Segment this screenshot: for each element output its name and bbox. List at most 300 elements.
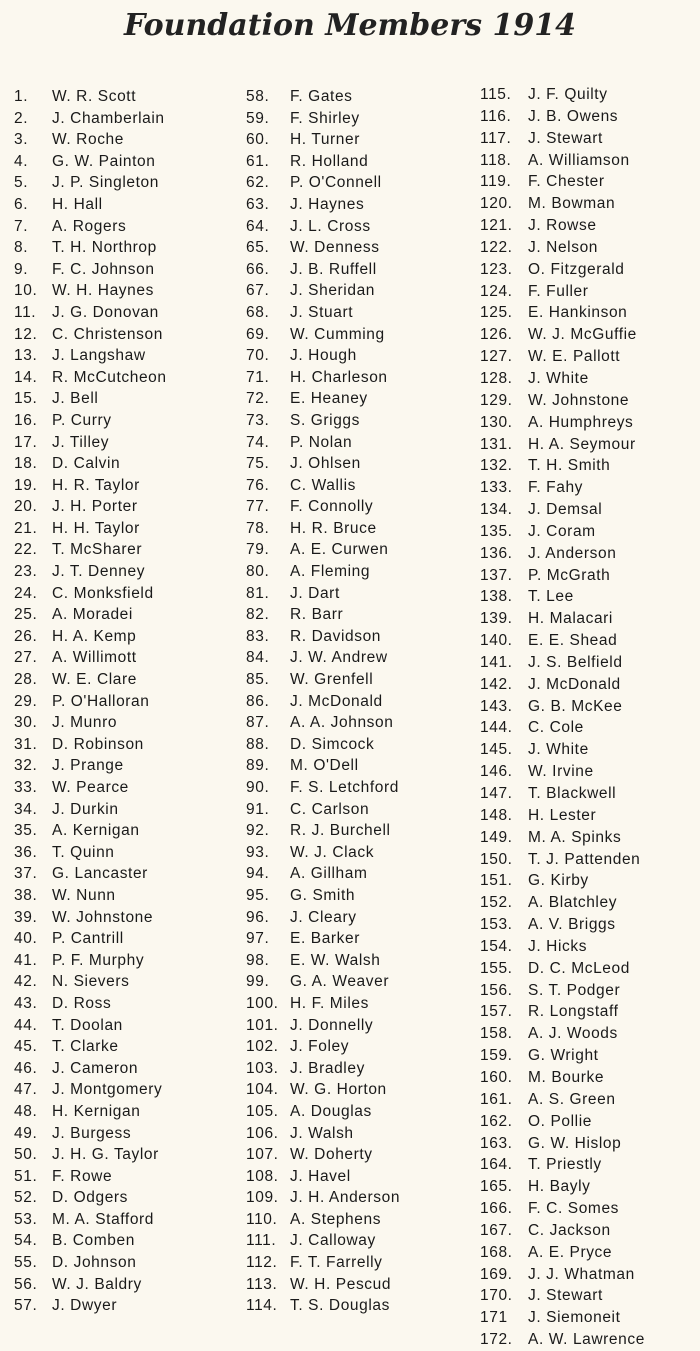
member-name: H. Charleson [290,368,388,386]
member-name: R. McCutcheon [52,368,167,386]
member-number: 109. [246,1189,279,1207]
member-entry [14,237,244,259]
member-number: 167. [480,1221,513,1239]
member-name: F. Fuller [528,282,589,300]
member-entry [246,1015,482,1037]
member-entry [14,1252,244,1274]
member-entry [14,669,244,691]
member-entry [480,608,698,630]
member-entry [480,1307,698,1329]
member-entry [246,885,482,907]
member-number: 113. [246,1275,278,1293]
member-entry [480,434,698,456]
member-entry [246,259,482,281]
member-name: J. Coram [528,522,596,540]
member-number: 37. [14,865,38,883]
member-entry [480,1285,698,1307]
member-name: J. P. Singleton [52,174,159,192]
member-entry [246,1166,482,1188]
member-number: 28. [14,671,38,689]
member-number: 54. [14,1232,38,1250]
member-number: 92. [246,822,270,840]
member-entry [14,151,244,173]
member-name: E. W. Walsh [290,951,381,969]
member-entry [480,324,698,346]
member-name: J. Stuart [290,303,354,321]
member-entry [14,1101,244,1123]
member-number: 132. [480,457,513,475]
member-entry [480,150,698,172]
member-number: 147. [480,785,513,802]
member-name: T. H. Smith [528,457,611,475]
member-name: J. Nelson [528,238,599,256]
member-entry [246,1079,482,1101]
member-name: J. Durkin [52,800,119,818]
member-number: 44. [14,1016,38,1034]
member-name: H. A. Kemp [52,627,137,645]
member-entry [480,870,698,892]
member-entry [246,1209,482,1231]
member-name: T. Blackwell [528,785,617,802]
member-name: G. Kirby [528,872,589,890]
member-name: A. Rogers [52,217,127,235]
member-number: 22. [14,541,38,559]
member-number: 136. [480,544,513,562]
member-number: 97. [246,930,270,948]
member-name: J. Stewart [528,1287,603,1305]
member-number: 4. [14,152,29,170]
member-number: 139. [480,610,513,628]
member-name: T. Doolan [52,1016,123,1034]
member-name: H. Kernigan [52,1102,141,1120]
member-name: R. Davidson [290,627,382,645]
member-entry [14,1015,244,1037]
member-number: 172. [480,1331,513,1349]
member-name: T. Quinn [52,843,115,861]
member-number: 51. [14,1167,38,1185]
member-name: M. O'Dell [290,757,359,775]
member-number: 38. [14,886,38,904]
member-number: 6. [14,195,29,213]
member-entry [14,453,244,475]
member-name: H. F. Miles [290,994,369,1012]
member-name: J. Sheridan [290,282,376,300]
member-number: 61. [246,152,270,170]
member-entry [246,863,482,885]
member-name: C. Monksfield [52,584,154,602]
member-entry [480,128,698,150]
member-number: 150. [480,850,513,868]
member-entry [14,280,244,302]
member-name: N. Sievers [52,973,130,991]
member-entry [14,604,244,626]
member-number: 162. [480,1112,513,1130]
member-entry [246,237,482,259]
member-name: W. H. Pescud [290,1275,392,1293]
member-name: A. Willimott [52,649,137,667]
member-name: A. E. Curwen [290,541,389,559]
member-number: 133. [480,479,513,497]
member-name: J. Hicks [528,937,588,955]
member-entry [14,1230,244,1252]
member-name: E. Barker [290,930,361,948]
member-name: P. Cantrill [52,930,124,948]
member-number: 148. [480,806,513,824]
member-name: A. Stephens [290,1210,382,1228]
member-name: J. Tilley [52,433,110,451]
member-entry [480,1264,698,1286]
member-number: 123. [480,260,513,278]
member-number: 24. [14,584,38,602]
member-entry [14,928,244,950]
member-name: J. Havel [290,1167,351,1185]
member-name: A. S. Green [528,1090,616,1108]
member-number: 165. [480,1178,513,1196]
member-column-1 [14,86,244,1317]
member-name: J. Foley [290,1038,350,1056]
member-entry [480,215,698,237]
member-entry [480,827,698,849]
member-entry [14,885,244,907]
member-name: B. Comben [52,1232,135,1250]
member-name: P. Curry [52,411,112,429]
member-number: 20. [14,498,38,516]
member-name: S. T. Podger [528,981,621,999]
member-name: E. Hankinson [528,304,628,322]
member-entry [480,1133,698,1155]
member-entry [246,410,482,432]
member-entry [480,980,698,1002]
member-name: J. Ohlsen [290,455,361,473]
member-name: W. Denness [290,239,380,257]
member-number: 128. [480,369,513,387]
member-entry [480,84,698,106]
member-name: O. Fitzgerald [528,260,625,278]
member-number: 72. [246,390,270,408]
member-number: 93. [246,843,270,861]
member-number: 40. [14,930,38,948]
member-entry [480,1111,698,1133]
member-number: 135. [480,522,513,540]
member-number: 29. [14,692,38,710]
member-number: 66. [246,260,270,278]
member-number: 138. [480,588,513,606]
member-entry [14,647,244,669]
member-number: 57. [14,1297,38,1315]
member-number: 31. [14,735,38,753]
member-entry [480,477,698,499]
member-number: 55. [14,1254,38,1272]
member-number: 96. [246,908,270,926]
member-number: 83. [246,627,270,645]
member-entry [480,543,698,565]
member-entry [480,914,698,936]
member-entry [246,647,482,669]
member-entry [14,799,244,821]
member-name: G. Lancaster [52,865,148,883]
member-number: 45. [14,1038,38,1056]
member-name: G. Smith [290,886,356,904]
member-name: A. Fleming [290,563,371,581]
member-number: 18. [14,455,38,473]
member-name: J. Dart [290,584,340,602]
member-entry [246,172,482,194]
member-name: J. Bell [52,390,99,408]
member-entry [480,346,698,368]
member-number: 58. [246,88,270,105]
member-entry [14,518,244,540]
member-number: 88. [246,735,270,753]
member-entry [14,388,244,410]
member-entry [246,1144,482,1166]
member-entry [246,1295,482,1317]
member-number: 134. [480,501,513,519]
member-number: 126. [480,326,513,344]
member-entry [246,755,482,777]
member-entry [480,761,698,783]
member-name: G. W. Hislop [528,1134,622,1152]
member-entry [480,1067,698,1089]
member-name: W. Doherty [290,1146,373,1164]
member-entry [480,783,698,805]
member-number: 75. [246,455,270,473]
member-name: D. Simcock [290,735,375,753]
member-name: D. Johnson [52,1254,137,1272]
member-number: 79. [246,541,270,559]
member-name: H. Hall [52,195,103,213]
member-entry [246,86,482,108]
member-name: W. Grenfell [290,671,374,689]
member-number: 114. [246,1297,278,1315]
member-number: 107. [246,1146,279,1164]
member-number: 140. [480,632,513,650]
member-entry [480,849,698,871]
member-name: P. McGrath [528,566,611,584]
member-name: H. R. Bruce [290,519,377,537]
member-entry [246,1123,482,1145]
member-name: A. Williamson [528,151,630,169]
member-number: 49. [14,1124,38,1142]
member-name: H. A. Seymour [528,435,636,453]
member-name: A. E. Pryce [528,1243,613,1261]
member-number: 67. [246,282,270,300]
member-entry [246,1058,482,1080]
member-number: 56. [14,1275,38,1293]
member-name: M. A. Spinks [528,828,622,846]
member-number: 160. [480,1068,513,1086]
member-number: 86. [246,692,270,710]
member-number: 110. [246,1210,278,1228]
member-entry [14,734,244,756]
member-entry [14,950,244,972]
member-entry [480,1220,698,1242]
member-entry [14,1187,244,1209]
member-entry [246,280,482,302]
member-entry [246,1101,482,1123]
member-name: J. Cleary [290,908,357,926]
member-name: H. H. Taylor [52,519,140,537]
member-name: W. Nunn [52,886,116,904]
member-number: 170. [480,1287,513,1305]
member-entry [480,892,698,914]
member-name: H. R. Taylor [52,476,140,494]
member-number: 161. [480,1090,513,1108]
member-name: D. Robinson [52,735,144,753]
member-name: A. J. Woods [528,1025,618,1043]
member-name: D. C. McLeod [528,959,630,977]
member-number: 149. [480,828,513,846]
member-entry [246,151,482,173]
member-name: W. J. Baldry [52,1275,142,1293]
member-entry [480,696,698,718]
member-entry [14,1274,244,1296]
member-number: 60. [246,131,270,149]
member-name: C. Wallis [290,476,356,494]
member-entry [246,626,482,648]
member-name: J. Rowse [528,217,597,235]
member-number: 41. [14,951,38,969]
member-entry [246,432,482,454]
member-number: 63. [246,195,270,213]
member-name: J. Prange [52,757,124,775]
member-entry [246,1252,482,1274]
member-number: 168. [480,1243,513,1261]
member-name: A. Blatchley [528,894,618,912]
member-entry [480,171,698,193]
member-entry [246,539,482,561]
member-number: 137. [480,566,513,584]
member-name: J. Burgess [52,1124,132,1142]
member-number: 166. [480,1200,513,1218]
member-name: A. Moradei [52,606,133,624]
member-name: D. Odgers [52,1189,129,1207]
member-number: 12. [14,325,38,343]
member-name: W. H. Haynes [52,282,154,300]
member-entry [246,907,482,929]
member-number: 59. [246,109,270,127]
member-entry [14,907,244,929]
member-entry [480,674,698,696]
member-number: 95. [246,886,270,904]
member-number: 85. [246,671,270,689]
member-entry [480,586,698,608]
member-name: F. Connolly [290,498,374,516]
member-number: 159. [480,1047,513,1065]
member-number: 81. [246,584,270,602]
member-number: 163. [480,1134,513,1152]
member-name: J. Anderson [528,544,617,562]
member-number: 87. [246,714,270,732]
member-name: J. Munro [52,714,118,732]
member-name: W. Johnstone [52,908,154,926]
member-number: 34. [14,800,38,818]
member-number: 70. [246,347,270,365]
member-number: 26. [14,627,38,645]
member-entry [480,106,698,128]
member-number: 169. [480,1265,513,1283]
member-entry [246,777,482,799]
member-entry [246,475,482,497]
member-number: 115. [480,86,512,103]
member-number: 130. [480,413,513,431]
member-number: 117. [480,129,512,147]
member-entry [14,1123,244,1145]
member-name: P. O'Halloran [52,692,150,710]
member-number: 151. [480,872,513,890]
member-name: D. Ross [52,994,112,1012]
member-name: J. Siemoneit [528,1309,621,1327]
member-entry [14,539,244,561]
member-number: 19. [14,476,38,494]
member-number: 94. [246,865,270,883]
member-name: J. White [528,741,589,759]
member-entry [246,993,482,1015]
member-number: 144. [480,719,513,737]
member-entry [14,691,244,713]
member-number: 69. [246,325,270,343]
member-number: 8. [14,239,29,257]
member-name: J. H. G. Taylor [52,1146,159,1164]
member-number: 171 [480,1309,508,1327]
member-name: A. Gillham [290,865,368,883]
member-entry [14,583,244,605]
member-entry [246,129,482,151]
member-entry [480,1045,698,1067]
member-name: W. Irvine [528,763,594,781]
member-entry [246,216,482,238]
member-name: J. Calloway [290,1232,376,1250]
member-number: 84. [246,649,270,667]
member-entry [480,1198,698,1220]
member-number: 10. [14,282,38,300]
member-number: 153. [480,916,513,934]
member-name: A. Humphreys [528,413,634,431]
member-entry [246,345,482,367]
member-name: G. B. McKee [528,697,623,715]
member-name: M. Bourke [528,1068,605,1086]
member-name: J. Bradley [290,1059,365,1077]
member-number: 1. [14,88,29,105]
member-number: 89. [246,757,270,775]
member-number: 25. [14,606,38,624]
member-entry [246,388,482,410]
member-entry [14,216,244,238]
member-number: 3. [14,131,29,149]
member-name: T. Clarke [52,1038,119,1056]
member-name: F. S. Letchford [290,779,399,796]
member-entry [14,626,244,648]
member-name: H. Malacari [528,610,613,628]
member-name: F. T. Farrelly [290,1254,383,1272]
member-number: 98. [246,951,270,969]
member-name: J. F. Quilty [528,86,608,103]
member-number: 82. [246,606,270,624]
member-number: 62. [246,174,270,192]
member-number: 145. [480,741,513,759]
member-number: 15. [14,390,38,408]
member-name: W. J. McGuffie [528,326,637,344]
member-number: 104. [246,1081,279,1099]
member-name: T. Lee [528,588,574,606]
member-entry [480,565,698,587]
member-name: A. Douglas [290,1102,372,1120]
member-entry [14,302,244,324]
member-number: 103. [246,1059,279,1077]
member-name: J. Montgomery [52,1081,163,1099]
member-name: O. Pollie [528,1112,592,1130]
member-name: A. V. Briggs [528,916,616,934]
member-number: 11. [14,303,37,321]
